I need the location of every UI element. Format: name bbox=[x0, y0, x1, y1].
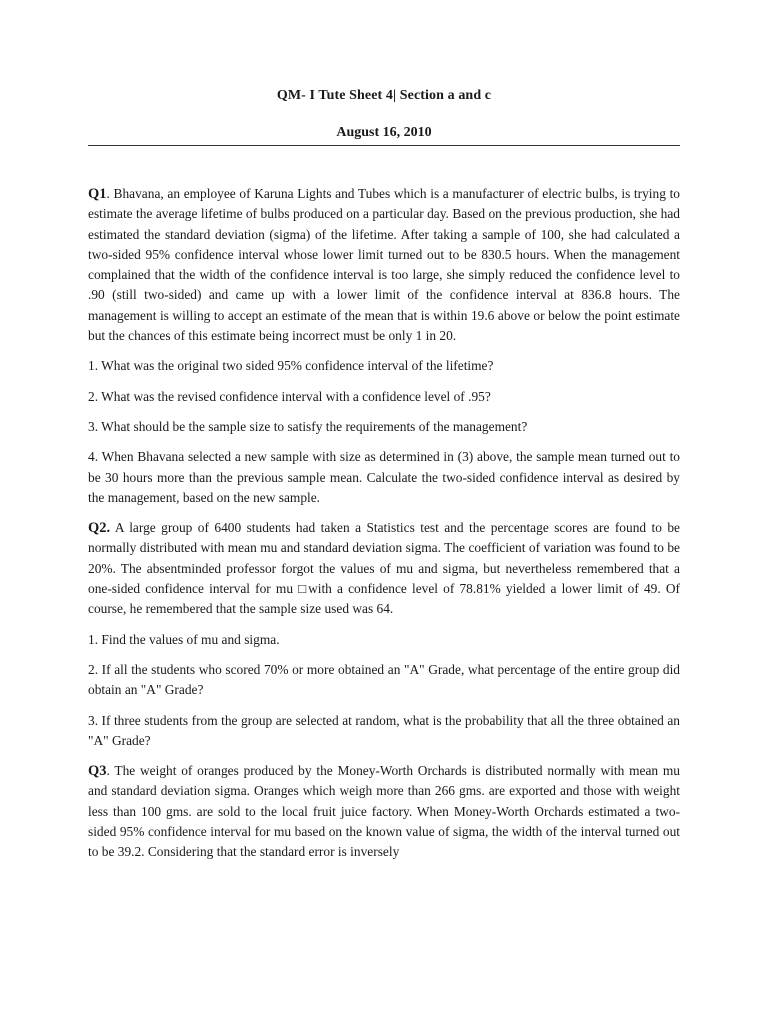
header-divider bbox=[88, 145, 680, 146]
question-1-body: . Bhavana, an employee of Karuna Lights and Tubes which is a manufacturer of electric bulbs, is trying to estimate the average lifetime of bulbs produced on a particular day. Based on the previous production, she had estimated the standard deviation (sigma) of the lifetime. After taking a sample of 100, she had calculated a two-sided 95% confidence interval whose lower limit turned out to be 830.5 hours. When the management complained that the width of the confidence interval is too large, she simply reduced the confidence level to .90 (still two-sided) and came up with a lower limit of the confidence interval at 836.8 hours. The management is willing to accept an estimate of the mean that is within 19.6 above or below the point estimate but the chances of this estimate being incorrect must be only 1 in 20. bbox=[88, 186, 680, 344]
question-3-label: Q3 bbox=[88, 763, 107, 780]
question-2-part-1: 1. Find the values of mu and sigma. bbox=[88, 631, 280, 647]
question-3-text bbox=[88, 761, 680, 862]
question-2-body: A large group of 6400 students had taken a Statistics test and the percentage scores are found to be normally distributed with mean mu and standard deviation sigma. The coefficient of variation was found to be 20%. The absentminded professor forgot the values of mu and sigma, but nevertheless remembered that a one-sided confidence interval for mu □with a confidence level of 78.81% yielded a lower limit of 49. Of course, he remembered that the sample size used was 64. bbox=[88, 520, 680, 617]
document-date: August 16, 2010 bbox=[336, 125, 432, 140]
question-1-text bbox=[88, 184, 680, 346]
question-1-part-2: 2. What was the revised confidence interval with a confidence level of .95? bbox=[88, 388, 491, 404]
question-3-body: . The weight of oranges produced by the Money-Worth Orchards is distributed normally with mean mu and standard deviation sigma. Oranges which weigh more than 266 gms. are exported and those with weight less than 100 gms. are sold to the local fruit juice factory. When Money-Worth Orchards estimated a two-sided 95% confidence interval for mu based on the known value of sigma, the width of the interval turned out to be 39.2. Considering that the standard error is inversely bbox=[88, 763, 680, 860]
question-2-label: Q2. bbox=[88, 520, 111, 537]
document-body bbox=[88, 184, 680, 873]
question-2-text bbox=[88, 518, 680, 619]
question-1-part-4: 4. When Bhavana selected a new sample with size as determined in (3) above, the sample mean turned out to be 30 hours more than the previous sample mean. Calculate the two-sided confidence interval as desired by the management, based on the new sample. bbox=[88, 449, 680, 505]
document-title: QM- I Tute Sheet 4| Section a and c bbox=[276, 88, 492, 103]
question-1-part-1: 1. What was the original two sided 95% confidence interval of the lifetime? bbox=[88, 358, 494, 374]
question-1-label: Q1 bbox=[88, 186, 107, 202]
question-2-part-3: 3. If three students from the group are selected at random, what is the probability that all the three obtained an "A" Grade? bbox=[88, 712, 680, 748]
question-1-part-3: 3. What should be the sample size to satisfy the requirements of the management? bbox=[88, 418, 528, 434]
question-2-part-2: 2. If all the students who scored 70% or more obtained an "A" Grade, what percentage of the entire group did obtain an "A" Grade? bbox=[88, 661, 680, 698]
